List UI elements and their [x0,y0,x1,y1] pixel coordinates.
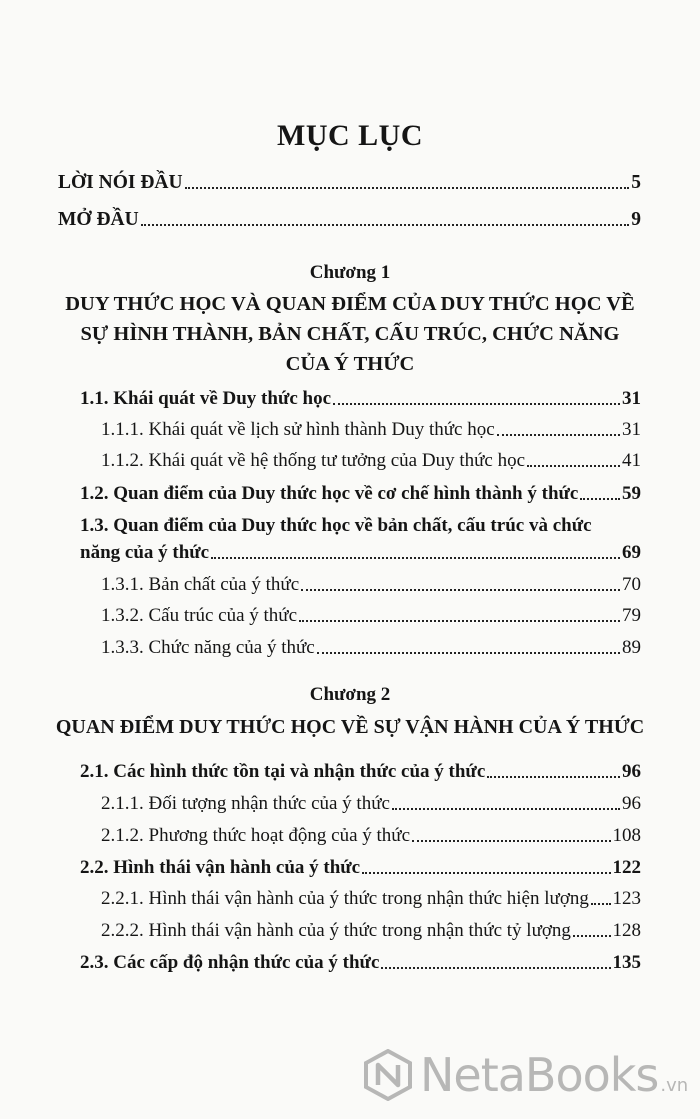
leader-dots [580,498,620,500]
chapter-label: Chương 1 [309,262,391,283]
chapter-title-line: CỦA Ý THỨC [285,353,415,375]
leader-dots [211,557,620,559]
netabooks-logo-icon [362,1049,414,1101]
toc-entry-page: 9 [631,209,641,230]
toc-entry-1-1[interactable] [80,387,641,411]
toc-entry-page: 122 [612,857,641,878]
leader-dots [392,808,620,810]
toc-entry-front-1[interactable] [58,208,641,232]
toc-entry-2-1-2[interactable] [101,824,641,848]
toc-entry-1-1-2[interactable] [101,449,641,473]
toc-entry-page: 96 [622,761,641,782]
toc-entry-page: 79 [622,605,641,626]
toc-entry-1-3-2[interactable] [101,604,641,628]
toc-entry-text: MỞ ĐẦU [58,209,139,230]
toc-entry-text: 2.1.2. Phương thức hoạt động của ý thức [101,825,411,846]
bleed-through-text [80,1000,660,1002]
toc-entry-page: 89 [622,637,641,658]
chapter-title-line: DUY THỨC HỌC VÀ QUAN ĐIỂM CỦA DUY THỨC HỌC VỀ [65,293,635,315]
toc-entry-1-2[interactable] [80,482,641,506]
leader-dots [487,776,620,778]
toc-entry-page: 135 [612,952,641,973]
toc-entry-page: 123 [612,888,641,909]
toc-entry-1-3-1[interactable] [101,573,641,597]
toc-entry-page: 108 [612,825,641,846]
watermark-word: NetaBooks [420,1048,659,1102]
toc-entry-page: 5 [631,172,641,193]
toc-entry-1-3-3[interactable] [101,636,641,660]
toc-entry-text: 1.1. Khái quát về Duy thức học [80,388,332,409]
leader-dots [301,589,620,591]
page-title: MỤC LỤC [277,119,423,152]
toc-entry-page: 59 [622,483,641,504]
leader-dots [497,434,620,436]
toc-entry-2-2[interactable] [80,856,641,880]
toc-entry-text: 2.3. Các cấp độ nhận thức của ý thức [80,952,380,973]
toc-entry-2-1-1[interactable] [101,792,641,816]
toc-entry-text: 2.1.1. Đối tượng nhận thức của ý thức [101,793,390,814]
chapter-title-line: SỰ HÌNH THÀNH, BẢN CHẤT, CẤU TRÚC, CHỨC NĂNG [80,323,620,345]
toc-entry-text: 1.3.1. Bản chất của ý thức [101,574,300,595]
toc-entry-2-2-2[interactable] [101,919,641,943]
toc-entry-text: LỜI NÓI ĐẦU [58,172,183,193]
leader-dots [299,620,620,622]
toc-entry-text: 1.3.2. Cấu trúc của ý thức [101,605,298,626]
leader-dots [412,840,610,842]
toc-entry-1-3[interactable] [80,541,641,565]
toc-entry-text: 2.2. Hình thái vận hành của ý thức [80,857,361,878]
leader-dots [185,187,630,189]
toc-entry-page: 128 [612,920,641,941]
toc-entry-page: 41 [622,450,641,471]
toc-entry-page: 31 [622,419,641,440]
toc-entry-text: 2.2.2. Hình thái vận hành của ý thức trong nhận thức tỷ lượng [101,920,571,941]
toc-entry-2-2-1[interactable] [101,887,641,911]
leader-dots [573,935,611,937]
toc-entry-text: 1.3.3. Chức năng của ý thức [101,637,315,658]
toc-entry-page: 70 [622,574,641,595]
toc-entry-text: năng của ý thức [80,542,210,563]
toc-entry-text: 1.2. Quan điểm của Duy thức học về cơ chế hình thành ý thức [80,483,579,504]
toc-entry-1-3-line1[interactable]: 1.3. Quan điểm của Duy thức học về bản chất, cấu trúc và chức [80,515,592,536]
chapter-label: Chương 2 [309,684,391,705]
leader-dots [381,967,610,969]
toc-entry-page: 31 [622,388,641,409]
toc-entry-text: 2.2.1. Hình thái vận hành của ý thức trong nhận thức hiện lượng [101,888,589,909]
toc-entry-2-1[interactable] [80,760,641,784]
leader-dots [362,872,610,874]
leader-dots [527,465,620,467]
toc-entry-text: 1.1.2. Khái quát về hệ thống tư tưởng của Duy thức học [101,450,526,471]
toc-entry-2-3[interactable] [80,951,641,975]
leader-dots [333,403,620,405]
toc-entry-front-0[interactable] [58,171,641,195]
toc-entry-page: 96 [622,793,641,814]
watermark-tld: .vn [660,1075,689,1096]
toc-entry-text: 1.1.1. Khái quát về lịch sử hình thành Duy thức học [101,419,495,440]
leader-dots [591,903,611,905]
netabooks-watermark [362,1040,692,1110]
toc-entry-page: 69 [622,542,641,563]
toc-entry-1-1-1[interactable] [101,418,641,442]
leader-dots [317,652,620,654]
leader-dots [141,224,630,226]
chapter-title-line: QUAN ĐIỂM DUY THỨC HỌC VỀ SỰ VẬN HÀNH CỦA Ý THỨC [55,716,645,738]
toc-entry-text: 2.1. Các hình thức tồn tại và nhận thức của ý thức [80,761,486,782]
